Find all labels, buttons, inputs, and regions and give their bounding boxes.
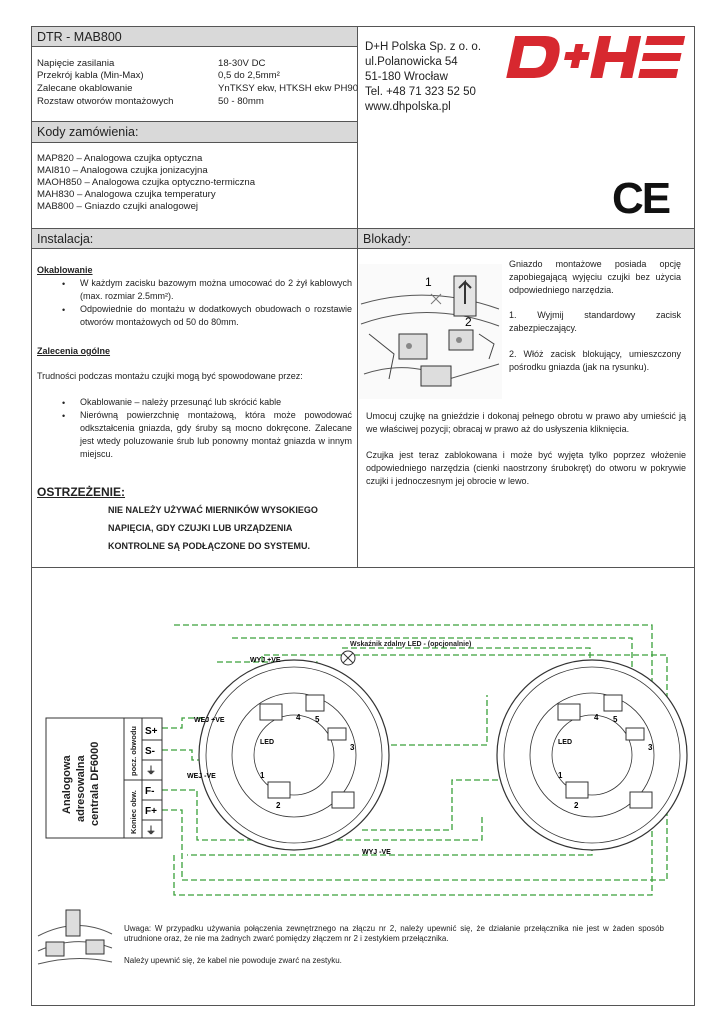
panel-name: centrala DF6000 <box>89 741 101 826</box>
base-number: 1 <box>260 771 265 780</box>
bullet: • <box>62 305 66 315</box>
base-number: 1 <box>558 771 563 780</box>
locks-para2: Czujka jest teraz zablokowana i może być wyjęta tylko poprzez włożenie odpowiedniego narzędzia (cienki naostrzony śrubokręt) do otworu w pokrywie czujki i jednoczesnym jej obrocie w lewo. <box>366 450 686 486</box>
spec-label: Zalecane okablowanie <box>37 83 133 94</box>
order-code: MAP820 – Analogowa czujka optyczna <box>37 153 203 164</box>
installation-header: Instalacja: <box>32 229 357 249</box>
figure-label: 1 <box>425 275 432 289</box>
terminal-label: S+ <box>145 726 158 737</box>
wire-label: WEJ -VE <box>187 773 216 780</box>
footer-note: Należy upewnić się, że kabel nie powoduje zwarć na zestyku. <box>124 956 342 965</box>
base-led-label: LED <box>260 739 274 746</box>
led-label: Wskaźnik zdalny LED - (opcjonalnie) <box>350 641 472 648</box>
general-item: Nierówną powierzchnię montażową, która może powodować odkształcenia gniazda, gdy śruby są mocno dokręcone. Zalecane jest wtedy poluzowanie śrub lub ponowny montaż gniazda w innym miejscu. <box>80 410 352 459</box>
base-number: 5 <box>613 715 618 724</box>
ce-mark: CE <box>612 174 670 223</box>
spec-label: Przekrój kabla (Min-Max) <box>37 70 144 81</box>
general-intro: Trudności podczas montażu czujki mogą być spowodowane przez: <box>37 371 303 381</box>
warning-line: KONTROLNE SĄ PODŁĄCZONE DO SYSTEMU. <box>108 541 311 551</box>
terminal-label: ⏚ <box>146 766 156 777</box>
locks-step1: 1. Wyjmij standardowy zacisk zabezpieczający. <box>509 310 681 333</box>
lock-figure <box>359 264 502 399</box>
spec-label: Napięcie zasilania <box>37 58 115 69</box>
base-number: 4 <box>296 713 301 722</box>
locks-para1: Umocuj czujkę na gnieździe i dokonaj pełnego obrotu w prawo aby umieścić ją we właściwej pozycji; obracaj w prawo aż do usłyszenia kliknięcia. <box>366 411 686 434</box>
dh-logo <box>496 32 692 82</box>
footer-thumbnail <box>36 906 114 966</box>
divider <box>357 27 358 567</box>
warning-line: NAPIĘCIA, GDY CZUJKI LUB URZĄDZENIA <box>108 523 293 533</box>
panel-name: Analogowa <box>61 755 73 814</box>
wire-label: WEJ +VE <box>194 717 225 724</box>
base-number: 3 <box>648 743 653 752</box>
divider <box>32 567 694 568</box>
general-title: Zalecenia ogólne <box>37 346 111 356</box>
company-line: 51-180 Wrocław <box>365 71 448 83</box>
terminal-label: F+ <box>145 806 157 817</box>
footer-note: Uwaga: W przypadku używania połączenia zewnętrznego na złączu nr 2, należy upewnić się, że działanie przełącznika nie jest w żaden sposób utrudnione oraz, że nie ma żadnych zwarć pomiędzy złączem nr 2 i zestykiem przełącznika. <box>124 924 664 943</box>
wiring-diagram <box>32 600 694 920</box>
company-line: Tel. +48 71 323 52 50 <box>365 86 476 98</box>
terminal-label: S- <box>145 746 155 757</box>
order-code: MAI810 – Analogowa czujka jonizacyjna <box>37 165 208 176</box>
locks-step2: 2. Włóż zacisk blokujący, umieszczony pośrodku gniazda (jak na rysunku). <box>509 349 681 372</box>
wire-label: WYJ +VE <box>250 657 281 664</box>
base-number: 2 <box>276 801 281 810</box>
terminal-label: F- <box>145 786 155 797</box>
wire-label: WYJ -VE <box>362 849 391 856</box>
cabling-item: W każdym zacisku bazowym można umocować do 2 żył kablowych (max. rozmiar 2.5mm²). <box>80 278 352 301</box>
company-line: www.dhpolska.pl <box>365 101 451 113</box>
detector-base-1 <box>199 660 389 850</box>
company-line: D+H Polska Sp. z o. o. <box>365 41 482 53</box>
base-number: 3 <box>350 743 355 752</box>
spec-label: Rozstaw otworów montażowych <box>37 96 174 107</box>
bullet: • <box>62 398 66 408</box>
base-number: 4 <box>594 713 599 722</box>
spec-value: YnTKSY ekw, HTKSH ekw PH90 <box>218 83 359 94</box>
base-number: 5 <box>315 715 320 724</box>
bullet: • <box>62 411 66 421</box>
order-code: MAB800 – Gniazdo czujki analogowej <box>37 201 199 212</box>
spec-value: 50 - 80mm <box>218 96 264 107</box>
warning-title: OSTRZEŻENIE: <box>37 485 126 499</box>
order-code: MAH830 – Analogowa czujka temperatury <box>37 189 216 200</box>
order-codes-header: Kody zamówienia: <box>32 122 357 143</box>
company-line: ul.Polanowicka 54 <box>365 56 458 68</box>
detector-base-2 <box>497 660 687 850</box>
terminal-label: ⏚ <box>146 826 156 837</box>
warning-line: NIE NALEŻY UŻYWAĆ MIERNIKÓW WYSOKIEGO <box>108 505 318 515</box>
spec-value: 0,5 do 2,5mm² <box>218 70 280 81</box>
spec-value: 18-30V DC <box>218 58 266 69</box>
panel-name: adresowalna <box>75 755 87 822</box>
cabling-title: Okablowanie <box>37 265 93 275</box>
locks-header: Blokady: <box>358 229 694 249</box>
page-title: DTR - MAB800 <box>32 27 357 47</box>
locks-intro: Gniazdo montażowe posiada opcję zapobiegającą wyjęciu czujki bez użycia odpowiedniego narzędzia. <box>509 259 681 295</box>
base-number: 2 <box>574 801 579 810</box>
order-code: MAOH850 – Analogowa czujka optyczno-termiczna <box>37 177 256 188</box>
cabling-item: Odpowiednie do montażu w dodatkowych obudowach o rozstawie otworów montażowych od 50 do 80mm. <box>80 304 352 327</box>
panel-col-label: Koniec obw. <box>129 790 138 834</box>
bullet: • <box>62 279 66 289</box>
general-item: Okablowanie – należy przesunąć lub skrócić kable <box>80 397 282 407</box>
panel-col-label: pocz. obwodu <box>129 726 138 776</box>
base-led-label: LED <box>558 739 572 746</box>
figure-label: 2 <box>465 315 472 329</box>
